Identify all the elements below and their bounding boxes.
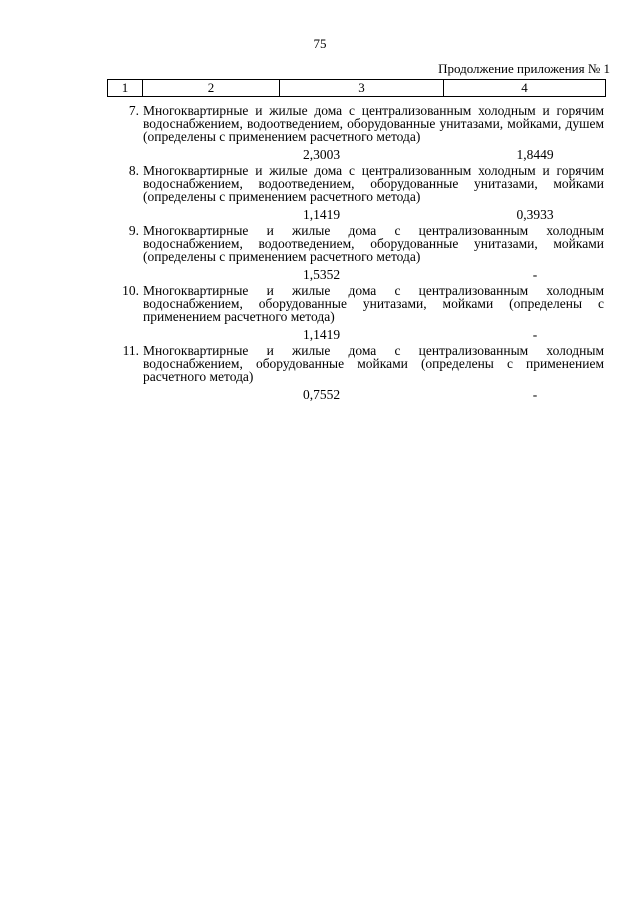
table-body bbox=[107, 104, 606, 404]
row-number: 11. bbox=[122, 343, 139, 358]
row-value-col4: - bbox=[532, 267, 538, 282]
row-value-col4: - bbox=[532, 387, 538, 402]
column-header-table bbox=[107, 79, 606, 97]
table-row bbox=[107, 224, 606, 283]
row-description: Многоквартирные и жилые дома с централизованным холодным и горячим водоснабжением, водоотведением, оборудованные унитазами, мойками (определены с применением расчетного метода) bbox=[143, 163, 604, 204]
row-value-col3: 1,1419 bbox=[303, 207, 341, 222]
row-number: 9. bbox=[128, 223, 139, 238]
row-description: Многоквартирные и жилые дома с централизованным холодным водоснабжением, оборудованные мойками (определены с применением расчетного метода) bbox=[143, 343, 604, 384]
row-value-col3: 0,7552 bbox=[303, 387, 341, 402]
table-row bbox=[107, 344, 606, 403]
column-header-3: 3 bbox=[280, 80, 444, 97]
table-row bbox=[107, 104, 606, 163]
row-value-col4: 0,3933 bbox=[516, 207, 554, 222]
row-value-col3: 1,5352 bbox=[303, 267, 341, 282]
column-header-1: 1 bbox=[108, 80, 143, 97]
row-value-col3: 2,3003 bbox=[303, 147, 341, 162]
row-description: Многоквартирные и жилые дома с централизованным холодным водоснабжением, оборудованные унитазами, мойками (определены с применением расчетного метода) bbox=[143, 283, 604, 324]
table-row bbox=[107, 284, 606, 343]
row-number: 10. bbox=[122, 283, 139, 298]
row-number: 8. bbox=[128, 163, 139, 178]
row-value-col4: - bbox=[532, 327, 538, 342]
row-description: Многоквартирные и жилые дома с централизованным холодным и горячим водоснабжением, водоотведением, оборудованные унитазами, мойками, душем (определены с применением расчетного метода) bbox=[143, 103, 604, 144]
continuation-label: Продолжение приложения № 1 bbox=[438, 61, 610, 76]
column-header-row bbox=[108, 80, 606, 97]
row-value-col4: 1,8449 bbox=[516, 147, 554, 162]
row-description: Многоквартирные и жилые дома с централизованным холодным водоснабжением, водоотведением, оборудованные унитазами, мойками (определены с применением расчетного метода) bbox=[143, 223, 604, 264]
column-header-2: 2 bbox=[143, 80, 280, 97]
row-number: 7. bbox=[128, 103, 139, 118]
column-header-4: 4 bbox=[444, 80, 606, 97]
table-row bbox=[107, 164, 606, 223]
row-value-col3: 1,1419 bbox=[303, 327, 341, 342]
page-number: 75 bbox=[313, 36, 327, 51]
